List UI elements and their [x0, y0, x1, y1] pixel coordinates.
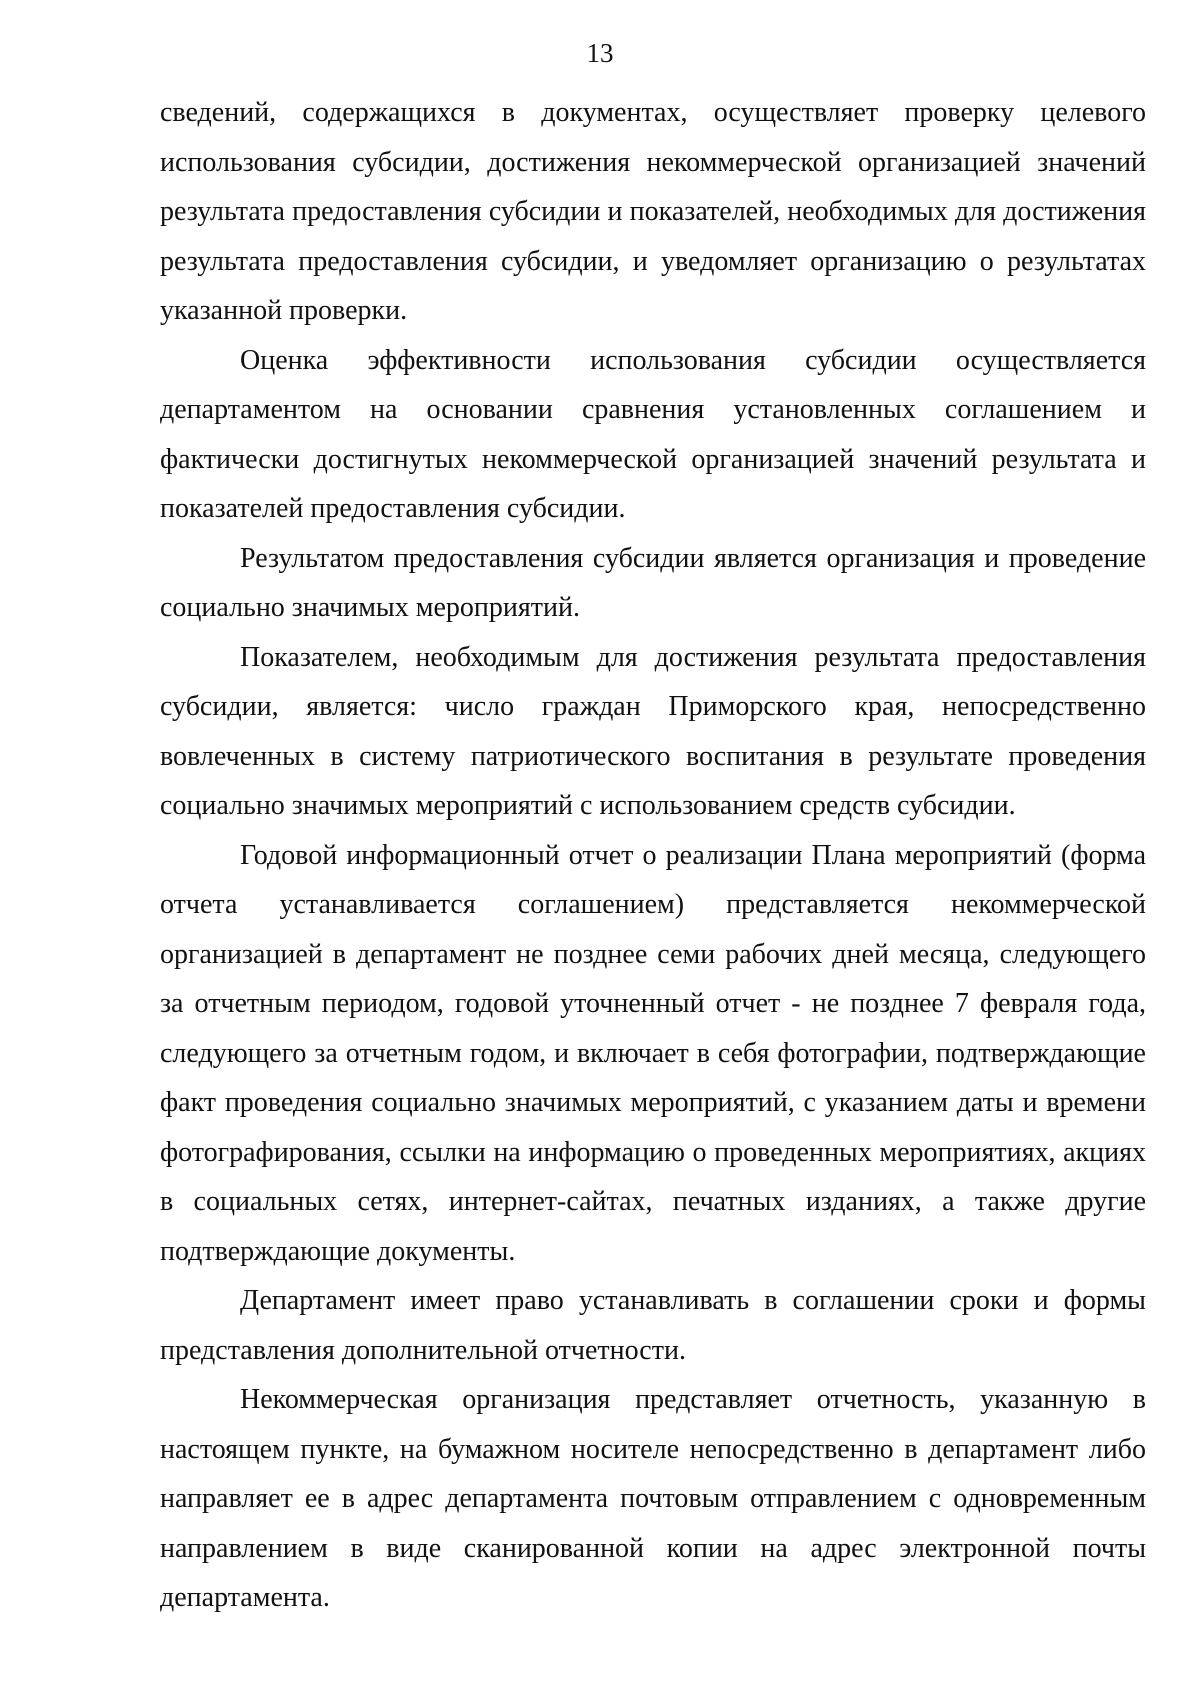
- page-number: 13: [586, 38, 614, 68]
- paragraph-subsidy-result: Результатом предоставления субсидии является организация и проведение социально значимых мероприятий.: [160, 542, 1146, 623]
- document-body: [160, 88, 1146, 1623]
- paragraph-additional-reporting: Департамент имеет право устанавливать в соглашении сроки и формы представления дополнительной отчетности.: [160, 1285, 1146, 1366]
- paragraph-report-submission: Некоммерческая организация представляет отчетность, указанную в настоящем пункте, на бумажном носителе непосредственно в департамент либо направляет ее в адрес департамента почтовым отправлением с одновременным направлением в виде сканированной копии на адрес электронной почты департамента.: [160, 1384, 1146, 1613]
- paragraph-annual-report: Годовой информационный отчет о реализации Плана мероприятий (форма отчета устанавливается соглашением) представляется некоммерческой организацией в департамент не позднее семи рабочих дней месяца, следующего за отчетным периодом, годовой уточненный отчет - не позднее 7 февраля года, следующего за отчетным годом, и включает в себя фотографии, подтверждающие факт проведения социально значимых мероприятий, с указанием даты и времени фотографирования, ссылки на информацию о проведенных мероприятиях, акциях в социальных сетях, интернет-сайтах, печатных изданиях, а также другие подтверждающие документы.: [160, 839, 1146, 1267]
- paragraph-verification-continuation: сведений, содержащихся в документах, осуществляет проверку целевого использования субсидии, достижения некоммерческой организацией значений результата предоставления субсидии и показателей, необходимых для достижения результата предоставления субсидии, и уведомляет организацию о результатах указанной проверки.: [160, 97, 1146, 326]
- paragraph-indicator: Показателем, необходимым для достижения результата предоставления субсидии, является: число граждан Приморского края, непосредственно вовлеченных в систему патриотического воспитания в результате проведения социально значимых мероприятий с использованием средств субсидии.: [160, 641, 1146, 821]
- paragraph-efficiency-assessment: Оценка эффективности использования субсидии осуществляется департаментом на основании сравнения установленных соглашением и фактически достигнутых некоммерческой организацией значений результата и показателей предоставления субсидии.: [160, 344, 1146, 524]
